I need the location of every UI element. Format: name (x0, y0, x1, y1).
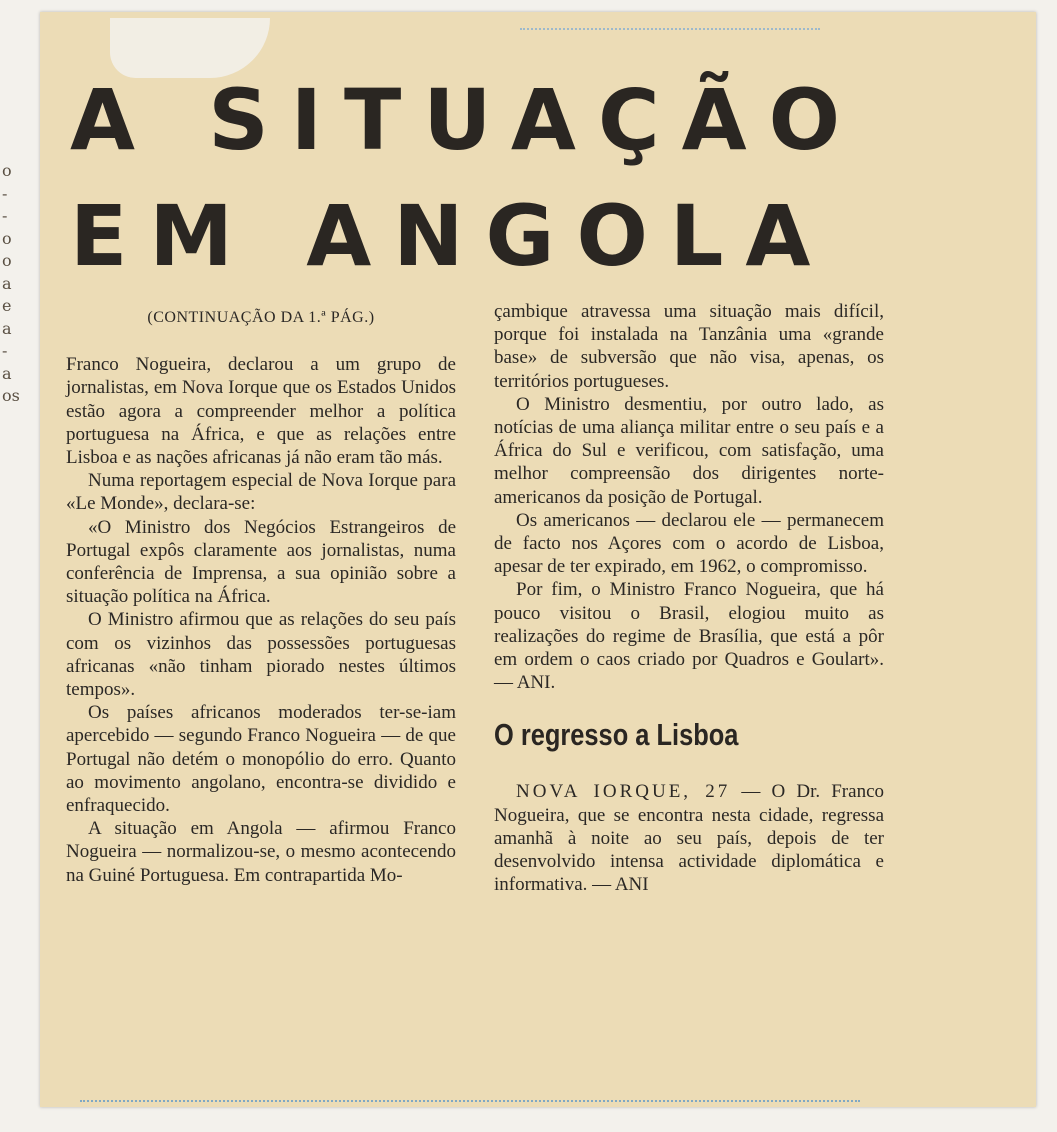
headline-line-2: EM ANGOLA (70, 187, 833, 285)
edge-letter: a (2, 363, 12, 383)
edge-letter: - (2, 341, 8, 360)
section-subheading: O regresso a Lisboa (494, 717, 739, 753)
headline-line-1: A SITUAÇÃO (70, 71, 863, 169)
edge-letter: o (2, 161, 12, 180)
article-column-left (66, 300, 456, 887)
paragraph-text: — O Dr. Franco Nogueira, que se encontra nesta cidade, regressa amanhã à noite ao seu país, depois de ter desenvolvido intensa actividade diplomática e informativa. — ANI (494, 781, 884, 896)
paragraph: Numa reportagem especial de Nova Iorque para «Le Monde», declara-se: (66, 470, 456, 515)
paragraph: A situação em Angola — afirmou Franco Nogueira — normalizou-se, o mesmo acontecendo na Guiné Portuguesa. Em contrapartida Mo- (66, 818, 456, 886)
paragraph: çambique atravessa uma situação mais difícil, porque foi instalada na Tanzânia uma «grande base» de subversão que não visa, apenas, os territórios portugueses. (494, 301, 884, 392)
paragraph: Franco Nogueira, declarou a um grupo de jornalistas, em Nova Iorque que os Estados Unidos estão agora a compreender melhor a política portuguesa na África, e que as relações entre Lisboa e as nações africanas já não eram tão más. (66, 354, 456, 469)
edge-letter: o (2, 251, 12, 270)
edge-letter: a (2, 273, 12, 293)
edge-letter: o (2, 228, 12, 248)
edge-letter: e (2, 296, 12, 315)
paragraph: O Ministro afirmou que as relações do seu país com os vizinhos das possessões portuguesas africanas «não tinham piorado nestes últimos tempos». (66, 609, 456, 701)
paragraph: Os países africanos moderados ter-se-iam apercebido — segundo Franco Nogueira — de que Portugal não detém o monopólio do erro. Quanto ao movimento angolano, encontra-se dividido e enfraquecido. (66, 702, 456, 817)
edge-letter: - (2, 183, 8, 203)
continuation-note: (CONTINUAÇÃO DA 1.ª PÁG.) (147, 309, 375, 326)
edge-letter: a (2, 318, 12, 338)
paragraph: «O Ministro dos Negócios Estrangeiros de Portugal expôs claramente aos jornalistas, numa conferência de Imprensa, a sua opinião sobre a situação política na África. (66, 516, 456, 608)
paragraph: Os americanos — declarou ele — permanecem de facto nos Açores com o acordo de Lisboa, apesar de ter expirado, em 1962, o compromisso. (494, 509, 884, 578)
faded-print-line (80, 1100, 860, 1106)
paragraph: Por fim, o Ministro Franco Nogueira, que há pouco visitou o Brasil, elogiou muito as realizações do regime de Brasília, que está a pôr em ordem o caos criado por Quadros e Goulart». — ANI. (494, 579, 884, 694)
adjacent-column-fragments (2, 160, 28, 408)
article-column-right (494, 300, 884, 896)
paragraph: O Ministro desmentiu, por outro lado, as notícias de uma aliança militar entre o seu país e a África do Sul e verificou, com satisfação, uma melhor compreensão dos dirigentes norte-americanos da posição de Portugal. (494, 393, 884, 508)
faded-print-line (520, 28, 820, 34)
edge-letter: os (2, 386, 20, 405)
edge-letter: - (2, 206, 8, 225)
dateline: NOVA IORQUE, 27 (516, 781, 731, 803)
dateline-paragraph (494, 780, 884, 896)
